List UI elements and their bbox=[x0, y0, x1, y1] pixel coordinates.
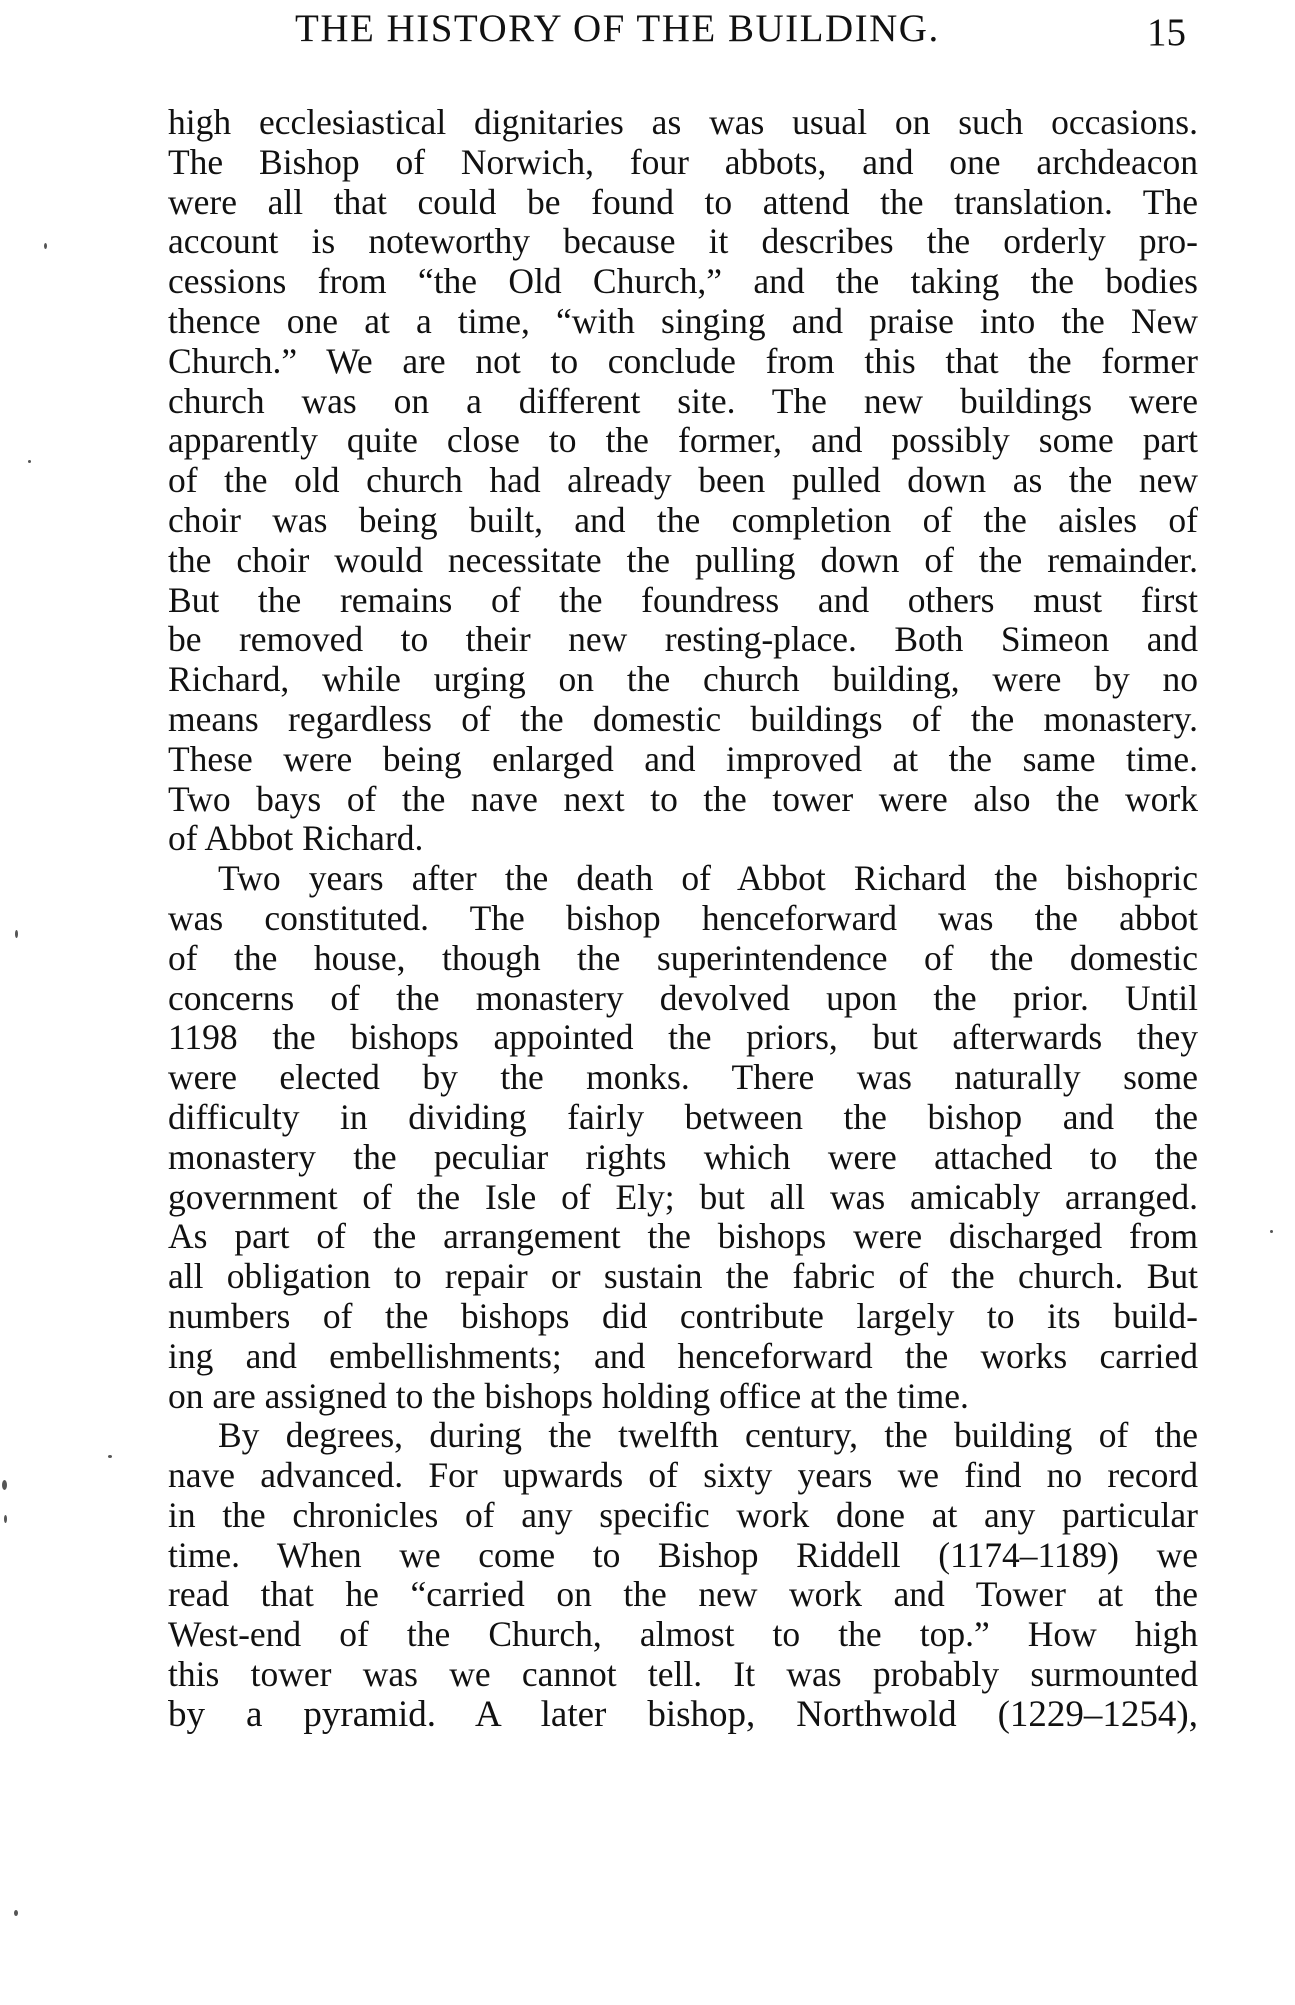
text-line: in the chronicles of any specific work done at any particular bbox=[168, 1494, 1198, 1535]
text-line: West-end of the Church, almost to the top.” How high bbox=[168, 1614, 1198, 1655]
text-line: Richard, while urging on the church building, were by no bbox=[168, 659, 1198, 700]
text-line: be removed to their new resting-place. Both Simeon and bbox=[168, 619, 1198, 660]
text-line: were elected by the monks. There was naturally some bbox=[168, 1057, 1198, 1098]
text-line: all obligation to repair or sustain the fabric of the church. But bbox=[168, 1256, 1198, 1297]
text-line: were all that could be found to attend the translation. The bbox=[168, 181, 1198, 222]
text-line: difficulty in dividing fairly between the bishop and the bbox=[168, 1096, 1198, 1137]
scan-speck bbox=[44, 243, 47, 249]
text-line: concerns of the monastery devolved upon the prior. Until bbox=[168, 977, 1198, 1018]
paragraph-start-line: By degrees, during the twelfth century, the building of the bbox=[218, 1415, 1198, 1456]
text-line: numbers of the bishops did contribute largely to its build- bbox=[168, 1295, 1198, 1336]
text-line: As part of the arrangement the bishops were discharged from bbox=[168, 1216, 1198, 1257]
scan-speck bbox=[108, 1455, 112, 1458]
text-line: this tower was we cannot tell. It was probably surmounted bbox=[168, 1654, 1198, 1695]
running-title: THE HISTORY OF THE BUILDING. bbox=[295, 7, 940, 50]
text-line: choir was being built, and the completion of the aisles of bbox=[168, 499, 1198, 540]
body-text bbox=[168, 103, 1198, 1735]
text-line: apparently quite close to the former, and possibly some part bbox=[168, 420, 1198, 461]
text-line: monastery the peculiar rights which were attached to the bbox=[168, 1136, 1198, 1177]
text-line: Church.” We are not to conclude from this that the former bbox=[168, 340, 1198, 381]
text-line: of the old church had already been pulled down as the new bbox=[168, 460, 1198, 501]
paragraph-end-line: of Abbot Richard. bbox=[168, 818, 424, 859]
text-line: The Bishop of Norwich, four abbots, and one archdeacon bbox=[168, 141, 1198, 182]
text-line: cessions from “the Old Church,” and the taking the bodies bbox=[168, 261, 1198, 302]
text-line: These were being enlarged and improved at the same time. bbox=[168, 738, 1198, 779]
text-line: of the house, though the superintendence of the domestic bbox=[168, 937, 1198, 978]
text-line: read that he “carried on the new work and Tower at the bbox=[168, 1574, 1198, 1615]
text-line: government of the Isle of Ely; but all was amicably arranged. bbox=[168, 1176, 1198, 1217]
scan-speck bbox=[28, 460, 31, 463]
scan-speck bbox=[2, 1480, 7, 1490]
text-line: nave advanced. For upwards of sixty years we find no record bbox=[168, 1455, 1198, 1496]
paragraph-start-line: Two years after the death of Abbot Richard the bishopric bbox=[218, 858, 1198, 899]
text-line: time. When we come to Bishop Riddell (1174–1189) we bbox=[168, 1534, 1198, 1575]
scan-speck bbox=[4, 1515, 7, 1523]
text-line: ing and embellishments; and henceforward the works carried bbox=[168, 1335, 1198, 1376]
scan-speck bbox=[15, 930, 18, 938]
text-line: 1198 the bishops appointed the priors, but afterwards they bbox=[168, 1017, 1198, 1058]
text-line: by a pyramid. A later bishop, Northwold (1229–1254), bbox=[168, 1693, 1198, 1735]
text-line: Two bays of the nave next to the tower were also the work bbox=[168, 778, 1198, 819]
text-line: high ecclesiastical dignitaries as was usual on such occasions. bbox=[168, 102, 1198, 142]
text-line: church was on a different site. The new buildings were bbox=[168, 380, 1198, 421]
text-line: means regardless of the domestic buildings of the monastery. bbox=[168, 698, 1198, 739]
paragraph-end-line: on are assigned to the bishops holding office at the time. bbox=[168, 1375, 969, 1416]
scan-speck bbox=[1270, 1230, 1273, 1233]
text-line: account is noteworthy because it describes the orderly pro- bbox=[168, 221, 1198, 262]
text-line: But the remains of the foundress and others must first bbox=[168, 579, 1198, 620]
page-number: 15 bbox=[1147, 11, 1186, 54]
text-line: the choir would necessitate the pulling down of the remainder. bbox=[168, 539, 1198, 580]
scan-speck bbox=[14, 1910, 18, 1916]
text-line: thence one at a time, “with singing and praise into the New bbox=[168, 300, 1198, 341]
text-line: was constituted. The bishop henceforward was the abbot bbox=[168, 897, 1198, 938]
